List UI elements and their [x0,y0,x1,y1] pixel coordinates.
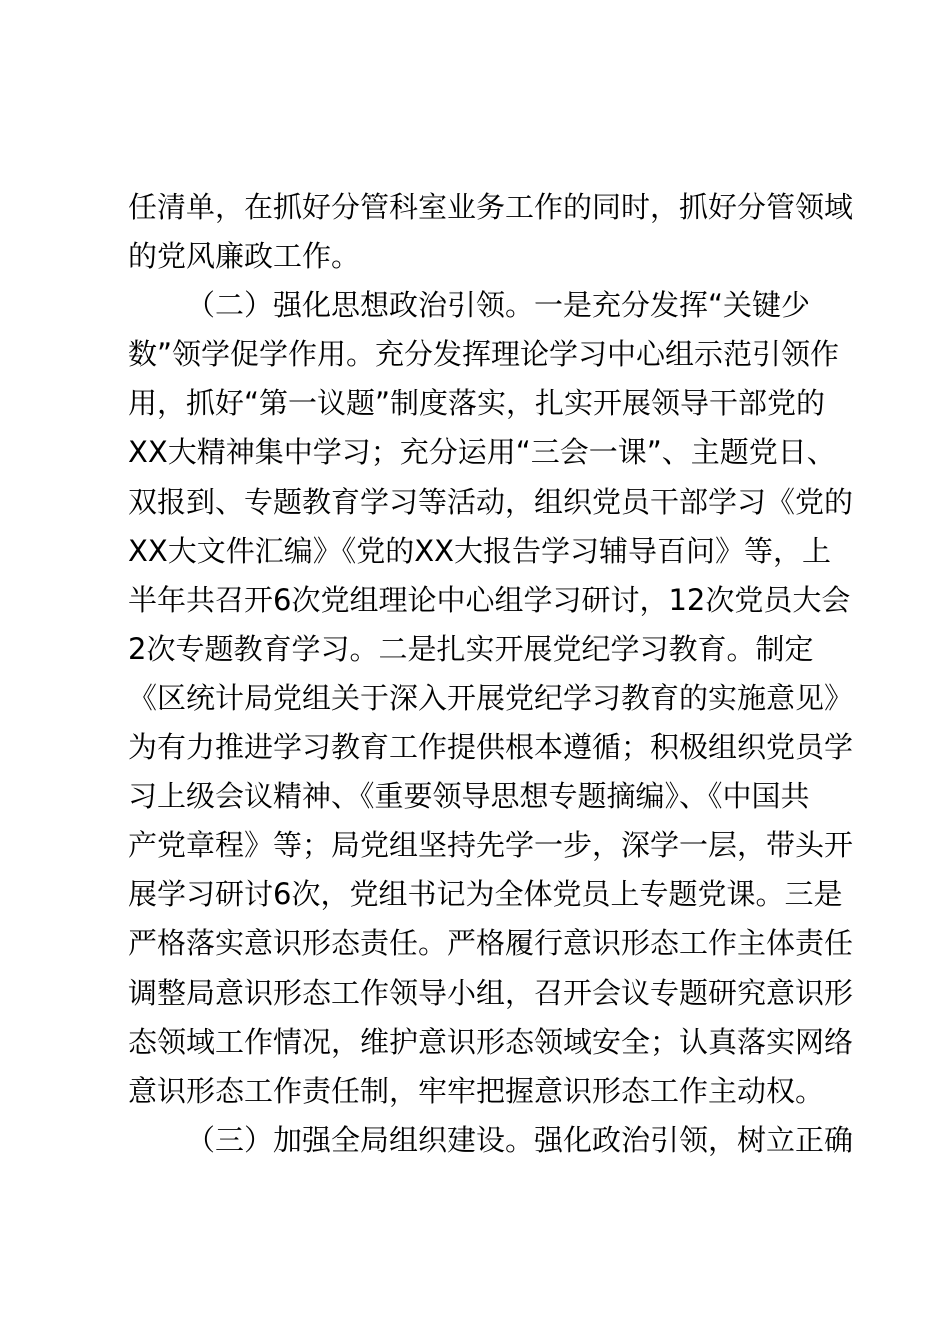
text-line: XX大文件汇编》《党的XX大报告学习辅导百问》等，上 [128,533,831,568]
text-line: 态领域工作情况，维护意识形态领域安全；认真落实网络 [128,1024,854,1059]
text-line: 习上级会议精神、《重要领导思想专题摘编》、《中国共 [128,779,810,814]
text-line: XX大精神集中学习；充分运用“三会一课”、主题党日、 [128,435,836,470]
text-line: 调整局意识形态工作领导小组，召开会议专题研究意识形 [128,975,854,1010]
text-line: 数”领学促学作用。充分发挥理论学习中心组示范引领作 [128,337,840,372]
body-text [128,183,854,1165]
text-line: 严格落实意识形态责任。严格履行意识形态工作主体责任 [128,926,854,961]
text-line: 双报到、专题教育学习等活动，组织党员干部学习《党的 [128,484,854,519]
text-line: 产党章程》等；局党组坚持先学一步，深学一层，带头开 [128,828,854,863]
text-line: 2次专题教育学习。二是扎实开展党纪学习教育。制定 [128,631,814,666]
text-line: 用，抓好“第一议题”制度落实，扎实开展领导干部党的 [128,386,826,421]
text-line: 《区统计局党组关于深入开展党纪学习教育的实施意见》 [128,680,854,715]
text-line: 意识形态工作责任制，牢牢把握意识形态工作主动权。 [128,1073,825,1108]
text-line: 半年共召开6次党组理论中心组学习研讨，12次党员大会 [128,582,851,617]
text-line: 展学习研讨6次，党组书记为全体党员上专题党课。三是 [128,877,843,912]
text-line: 的党风廉政工作。 [128,239,361,274]
text-line: 任清单，在抓好分管科室业务工作的同时，抓好分管领域 [128,190,854,224]
section-heading-line: （二）强化思想政治引领。一是充分发挥“关键少 [186,288,811,323]
text-line: 为有力推进学习教育工作提供根本遵循；积极组织党员学 [128,730,854,765]
section-heading-line: （三）加强全局组织建设。强化政治引领，树立正确 [186,1122,854,1157]
